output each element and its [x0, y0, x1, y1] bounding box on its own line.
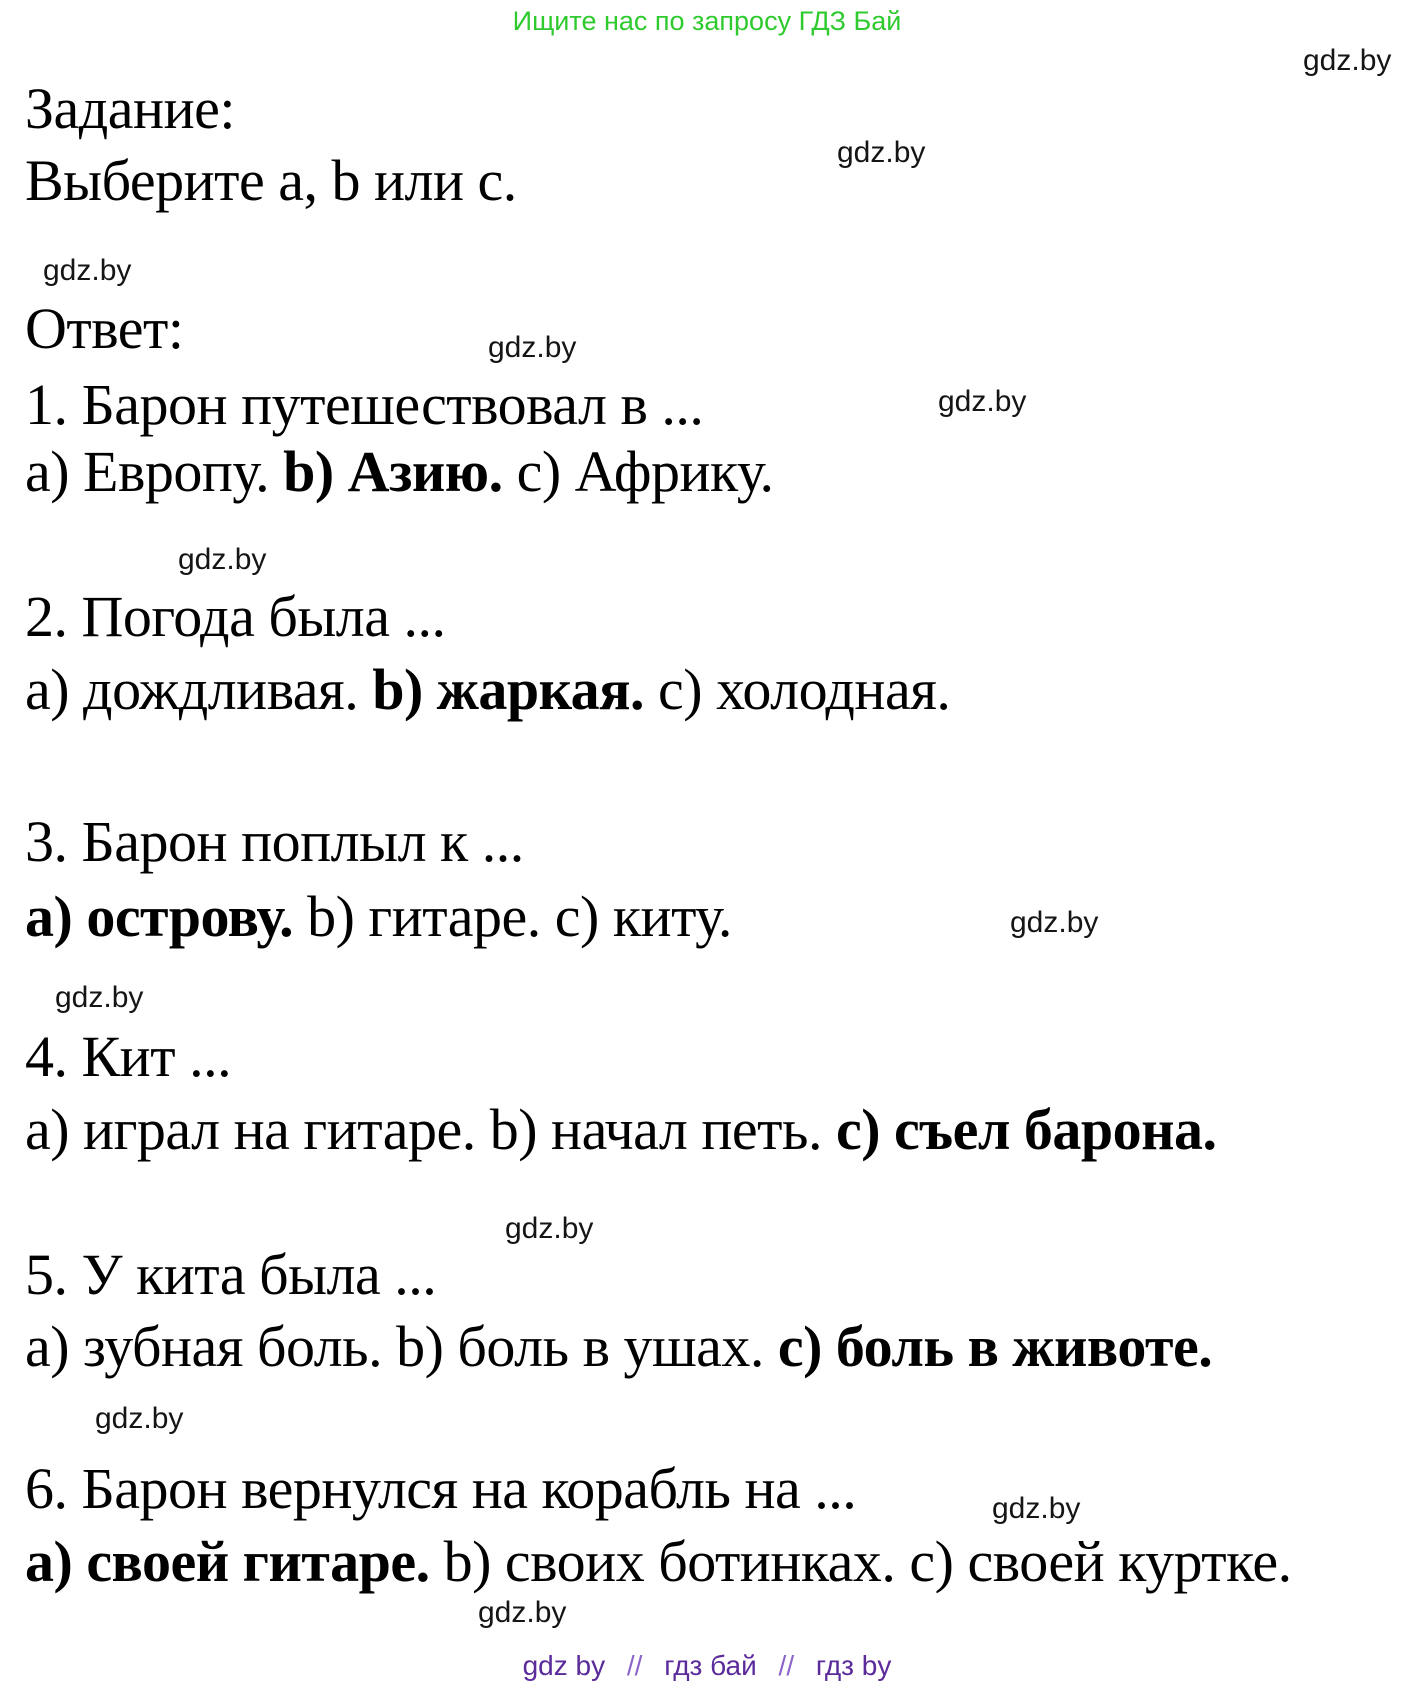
option-a: a) Европу.: [25, 439, 284, 504]
question-6-body: Барон вернулся на корабль на ...: [81, 1456, 857, 1521]
option-c: c) Африку.: [516, 439, 774, 504]
question-1-number: 1.: [25, 372, 68, 437]
gdz-watermark: gdz.by: [95, 1402, 184, 1435]
question-2-options: [25, 659, 950, 722]
question-6-number: 6.: [25, 1456, 68, 1521]
question-2-body: Погода была ...: [81, 584, 446, 649]
gdz-watermark: gdz.by: [1010, 906, 1099, 939]
footer-separator: //: [778, 1650, 795, 1681]
option-c: c) киту.: [554, 884, 732, 949]
promo-banner: Ищите нас по запросу ГДЗ Бай: [512, 6, 902, 36]
option-a: a) своей гитаре.: [25, 1529, 444, 1594]
question-4-options: [25, 1099, 1217, 1162]
footer-links: [0, 1650, 1414, 1682]
gdz-watermark: gdz.by: [43, 254, 132, 287]
task-label: Задание:: [25, 76, 235, 141]
option-a: a) дождливая.: [25, 657, 373, 722]
option-b: b) жаркая.: [372, 657, 659, 722]
gdz-watermark: gdz.by: [178, 543, 267, 576]
instruction: Выберите a, b или c.: [25, 148, 517, 213]
option-a: a) зубная боль.: [25, 1314, 397, 1379]
footer-gdz-bai: гдз бай: [664, 1650, 757, 1681]
gdz-watermark: gdz.by: [505, 1212, 594, 1245]
question-4-body: Кит ...: [81, 1024, 232, 1089]
gdz-watermark: gdz.by: [478, 1596, 567, 1629]
question-5-text: [25, 1244, 436, 1307]
question-5-options: [25, 1316, 1212, 1379]
gdz-watermark: gdz.by: [1303, 44, 1392, 77]
question-3-number: 3.: [25, 809, 68, 874]
option-a: a) острову.: [25, 884, 308, 949]
option-c: c) холодная.: [658, 657, 951, 722]
option-b: b) гитаре.: [307, 884, 555, 949]
option-c: c) своей куртке.: [909, 1529, 1292, 1594]
footer-gdz-by: гдз by: [815, 1650, 892, 1681]
question-5-body: У кита была ...: [81, 1242, 437, 1307]
gdz-watermark: gdz.by: [837, 136, 926, 169]
answer-label: Ответ:: [25, 296, 184, 361]
gdz-watermark: gdz.by: [938, 385, 1027, 418]
question-6-text: [25, 1458, 856, 1521]
question-5-number: 5.: [25, 1242, 68, 1307]
gdz-watermark: gdz.by: [992, 1492, 1081, 1525]
option-b: b) боль в ушах.: [396, 1314, 778, 1379]
footer-separator: //: [626, 1650, 643, 1681]
option-b: b) Азию.: [283, 439, 517, 504]
option-c: c) съел барона.: [835, 1097, 1217, 1162]
option-a: a) играл на гитаре.: [25, 1097, 490, 1162]
question-1-text: [25, 374, 703, 437]
footer-gdz-by-latin: gdz by: [522, 1650, 606, 1681]
question-6-options: [25, 1531, 1292, 1594]
question-3-body: Барон поплыл к ...: [81, 809, 524, 874]
gdz-watermark: gdz.by: [488, 331, 577, 364]
question-3-options: [25, 886, 732, 949]
option-b: b) своих ботинках.: [443, 1529, 910, 1594]
question-4-number: 4.: [25, 1024, 68, 1089]
question-3-text: [25, 811, 524, 874]
question-1-options: [25, 441, 774, 504]
question-1-body: Барон путешествовал в ...: [81, 372, 704, 437]
question-4-text: [25, 1026, 231, 1089]
option-b: b) начал петь.: [489, 1097, 836, 1162]
gdz-watermark: gdz.by: [55, 981, 144, 1014]
question-2-number: 2.: [25, 584, 68, 649]
question-2-text: [25, 586, 445, 649]
option-c: c) боль в животе.: [777, 1314, 1213, 1379]
